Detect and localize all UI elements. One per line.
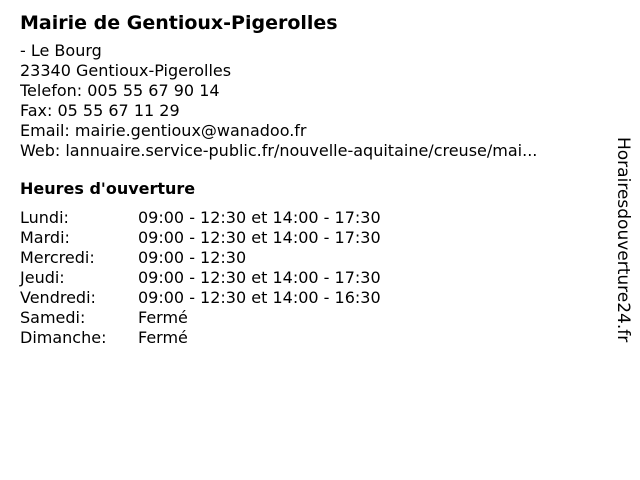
address-street: - Le Bourg (20, 41, 102, 60)
day-label: Samedi: (20, 308, 86, 327)
day-label: Vendredi: (20, 288, 96, 307)
hours-row-sunday (20, 328, 600, 348)
email-line: Email: mairie.gentioux@wanadoo.fr (20, 121, 307, 140)
day-hours: 09:00 - 12:30 et 14:00 - 17:30 (138, 228, 381, 247)
site-watermark: Horairesdouverture24.fr (613, 137, 633, 343)
hours-row-thursday (20, 268, 600, 288)
day-hours: 09:00 - 12:30 (138, 248, 247, 267)
day-hours: 09:00 - 12:30 et 14:00 - 17:30 (138, 208, 381, 227)
hours-row-friday (20, 288, 600, 308)
hours-row-saturday (20, 308, 600, 328)
phone-line: Telefon: 005 55 67 90 14 (20, 81, 220, 100)
town-hall-card (20, 10, 600, 348)
day-label: Jeudi: (20, 268, 65, 287)
fax-line: Fax: 05 55 67 11 29 (20, 101, 180, 120)
day-hours: 09:00 - 12:30 et 14:00 - 16:30 (138, 288, 381, 307)
day-label: Lundi: (20, 208, 69, 227)
day-label: Mardi: (20, 228, 70, 247)
hours-row-wednesday (20, 248, 600, 268)
hours-row-tuesday (20, 228, 600, 248)
hours-heading: Heures d'ouverture (20, 179, 196, 198)
address-city: 23340 Gentioux-Pigerolles (20, 61, 232, 80)
day-hours: Fermé (138, 328, 188, 347)
hours-table (20, 208, 600, 348)
day-label: Mercredi: (20, 248, 95, 267)
day-hours: 09:00 - 12:30 et 14:00 - 17:30 (138, 268, 381, 287)
hours-row-monday (20, 208, 600, 228)
day-hours: Fermé (138, 308, 188, 327)
page-title: Mairie de Gentioux-Pigerolles (20, 12, 338, 34)
day-label: Dimanche: (20, 328, 107, 347)
website-line: Web: lannuaire.service-public.fr/nouvelle-aquitaine/creuse/mai... (20, 141, 538, 160)
